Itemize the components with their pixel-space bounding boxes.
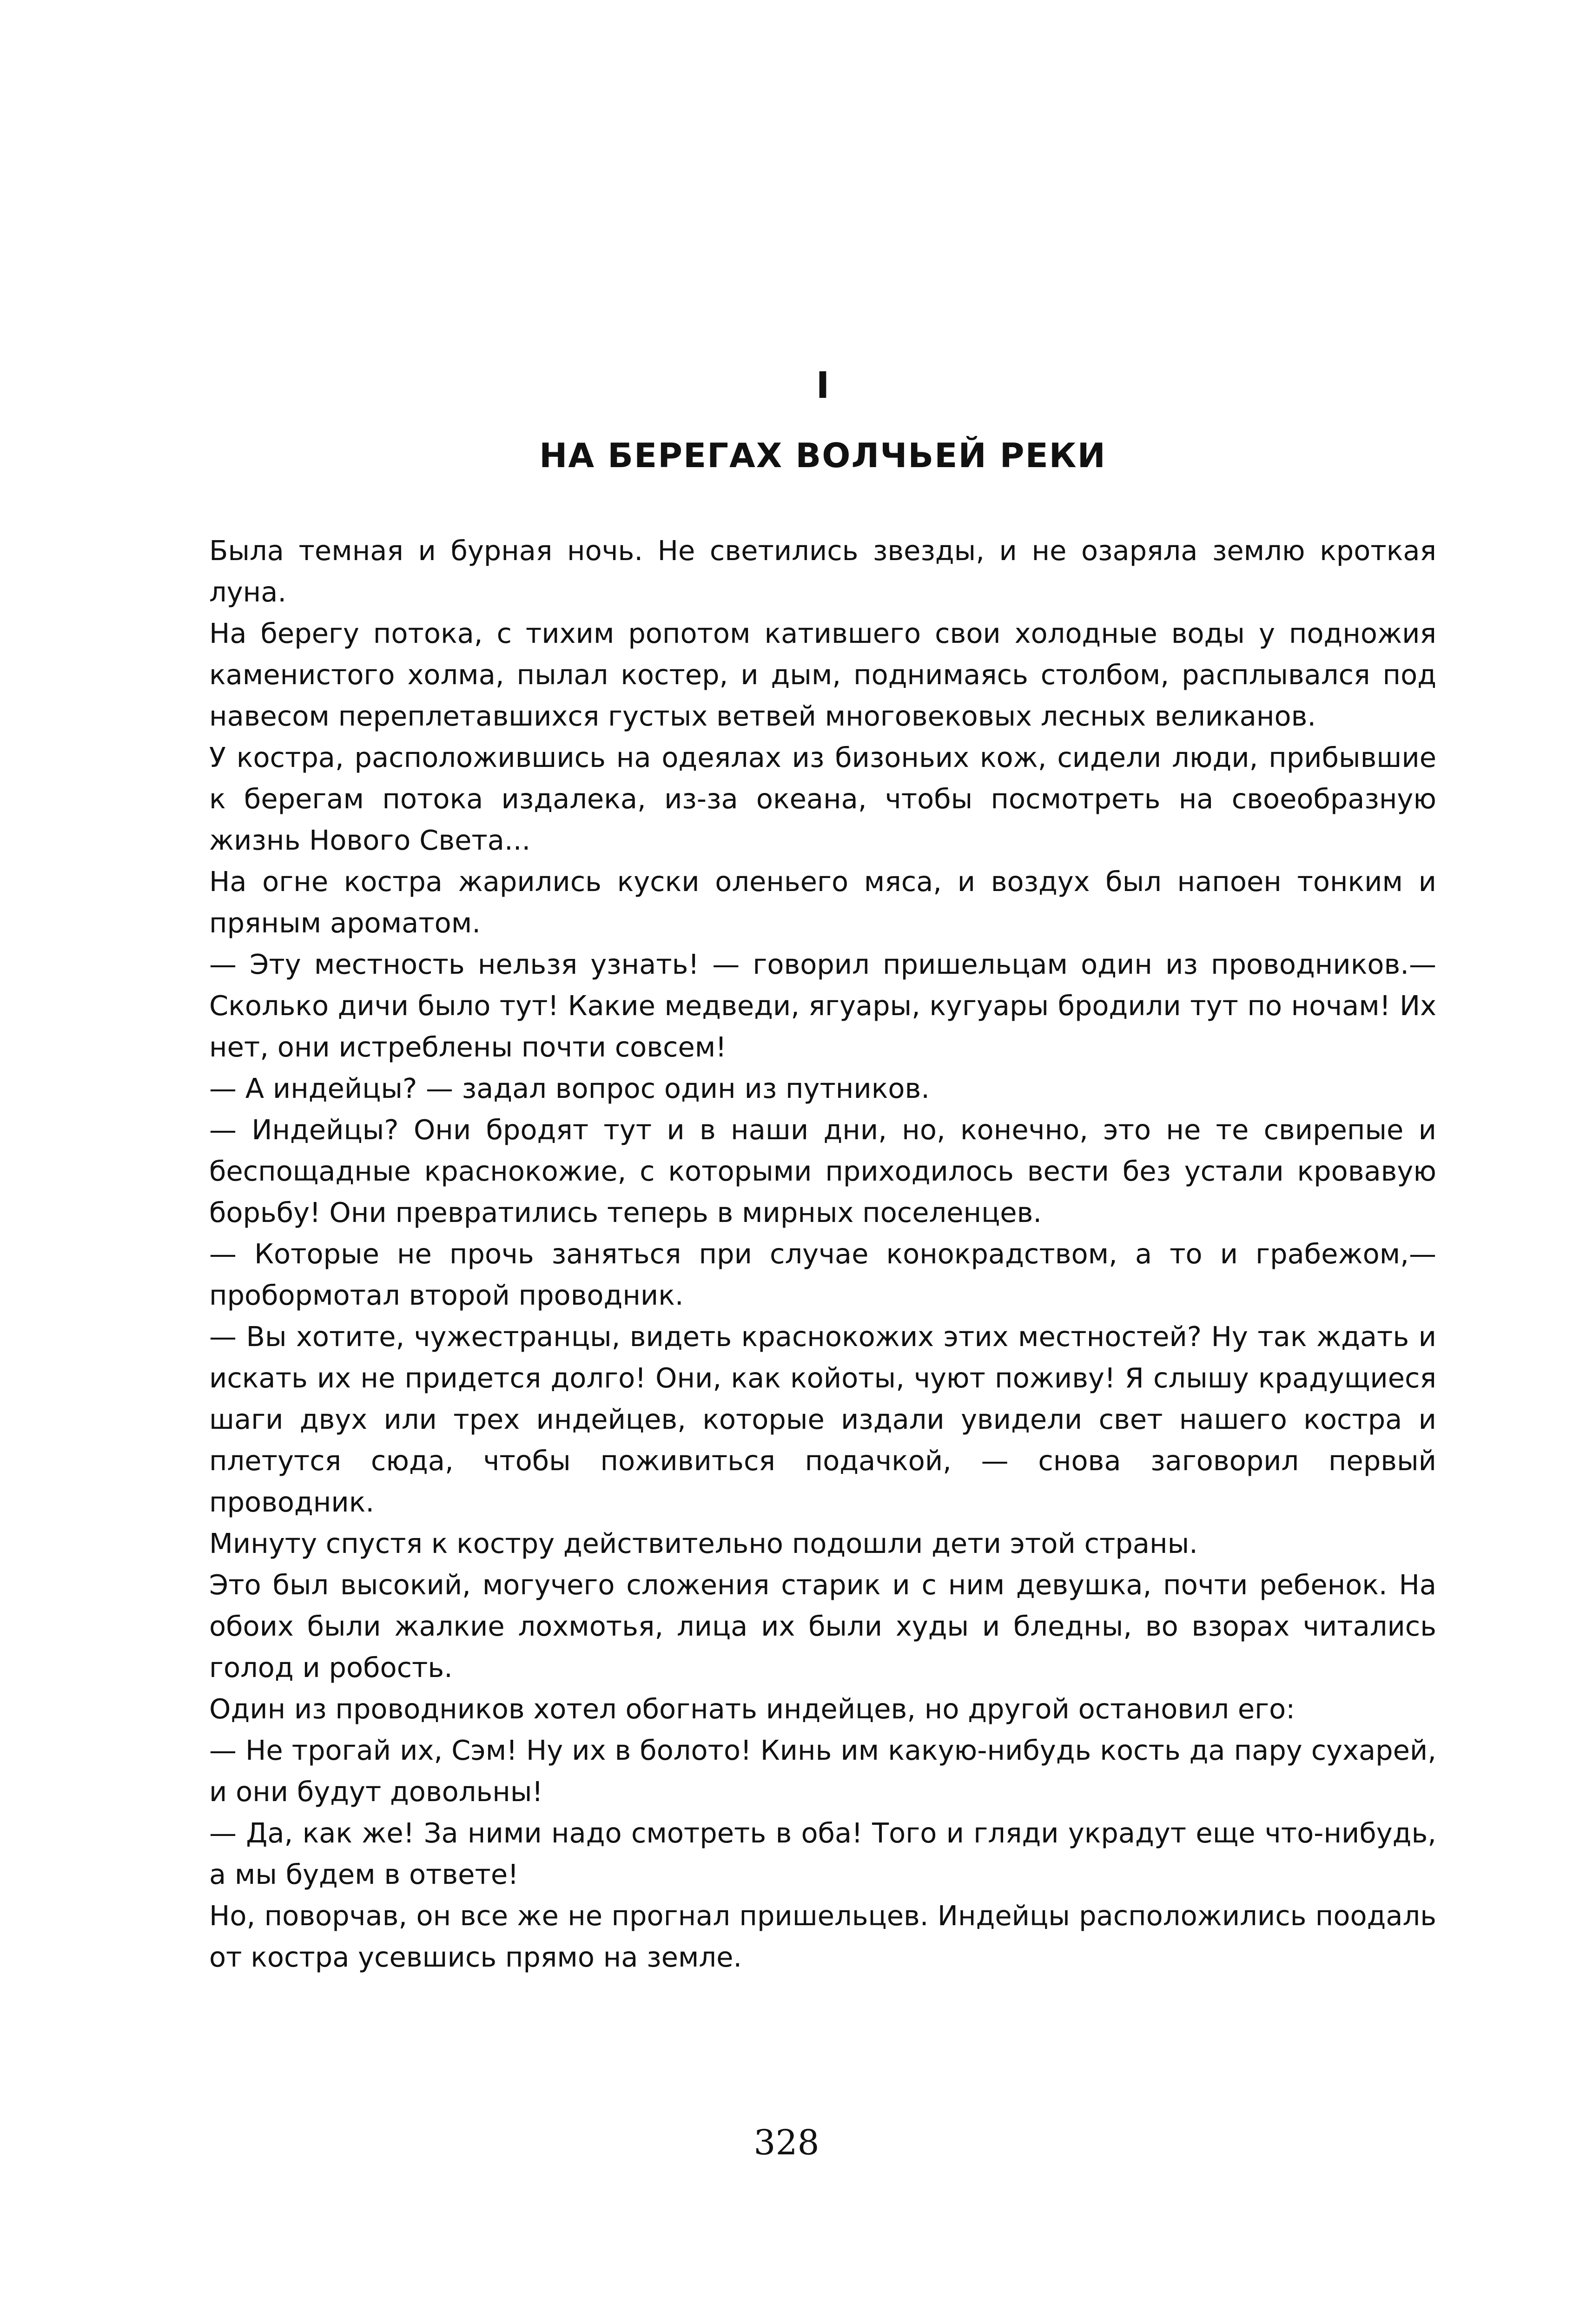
paragraph: — Индейцы? Они бродят тут и в наши дни, но, конечно, это не те свирепые и беспощадные краснокожие, с которыми приходилось вести без устали кровавую борьбу! Они превратились теперь в мирных поселенцев.	[209, 1114, 1436, 1228]
paragraph: Минуту спустя к костру действительно подошли дети этой страны.	[209, 1527, 1198, 1559]
paragraph: Один из проводников хотел обогнать индейцев, но другой остановил его:	[209, 1693, 1295, 1725]
chapter-body	[209, 530, 1436, 1978]
paragraph: — Да, как же! За ними надо смотреть в оба! Того и гляди украдут еще что-нибудь, а мы будем в ответе!	[209, 1817, 1436, 1890]
paragraph: — Которые не прочь заняться при случае конокрадством, а то и грабежом,— пробормотал второй проводник.	[209, 1238, 1436, 1311]
chapter-title: НА БЕРЕГАХ ВОЛЧЬЕЙ РЕКИ	[539, 436, 1106, 475]
chapter-number: I	[816, 365, 830, 407]
paragraph: Это был высокий, могучего сложения старик и с ним девушка, почти ребенок. На обоих были жалкие лохмотья, лица их были худы и бледны, во взорах читались голод и робость.	[209, 1569, 1436, 1684]
book-page	[209, 363, 1436, 1978]
paragraph: На берегу потока, с тихим ропотом катившего свои холодные воды у подножия каменистого холма, пылал костер, и дым, поднимаясь столбом, расплывался под навесом переплетавшихся густых ветвей многовековых лесных великанов.	[209, 617, 1436, 732]
paragraph: Но, поворчав, он все же не прогнал пришельцев. Индейцы расположились поодаль от костра усевшись прямо на земле.	[209, 1900, 1436, 1973]
paragraph: — Вы хотите, чужестранцы, видеть краснокожих этих местностей? Ну так ждать и искать их не придется долго! Они, как койоты, чуют поживу! Я слышу крадущиеся шаги двух или трех индейцев, которые издали увидели свет нашего костра и плетутся сюда, чтобы поживиться подачкой, — снова заговорил первый проводник.	[209, 1320, 1436, 1518]
paragraph: У костра, расположившись на одеялах из бизоньих кож, сидели люди, прибывшие к берегам потока издалека, из-за океана, чтобы посмотреть на своеобразную жизнь Нового Света...	[209, 741, 1436, 856]
paragraph: На огне костра жарились куски оленьего мяса, и воздух был напоен тонким и пряным ароматом.	[209, 865, 1436, 939]
page-number: 328	[753, 2123, 820, 2163]
paragraph: Была темная и бурная ночь. Не светились звезды, и не озаряла землю кроткая луна.	[209, 535, 1436, 608]
paragraph: — Не трогай их, Сэм! Ну их в болото! Кинь им какую-нибудь кость да пару сухарей, и они будут довольны!	[209, 1734, 1436, 1808]
paragraph: — Эту местность нельзя узнать! — говорил пришельцам один из проводников.— Сколько дичи было тут! Какие медведи, ягуары, кугуары бродили тут по ночам! Их нет, они истреблены почти совсем!	[209, 948, 1436, 1063]
paragraph: — А индейцы? — задал вопрос один из путников.	[209, 1072, 930, 1104]
